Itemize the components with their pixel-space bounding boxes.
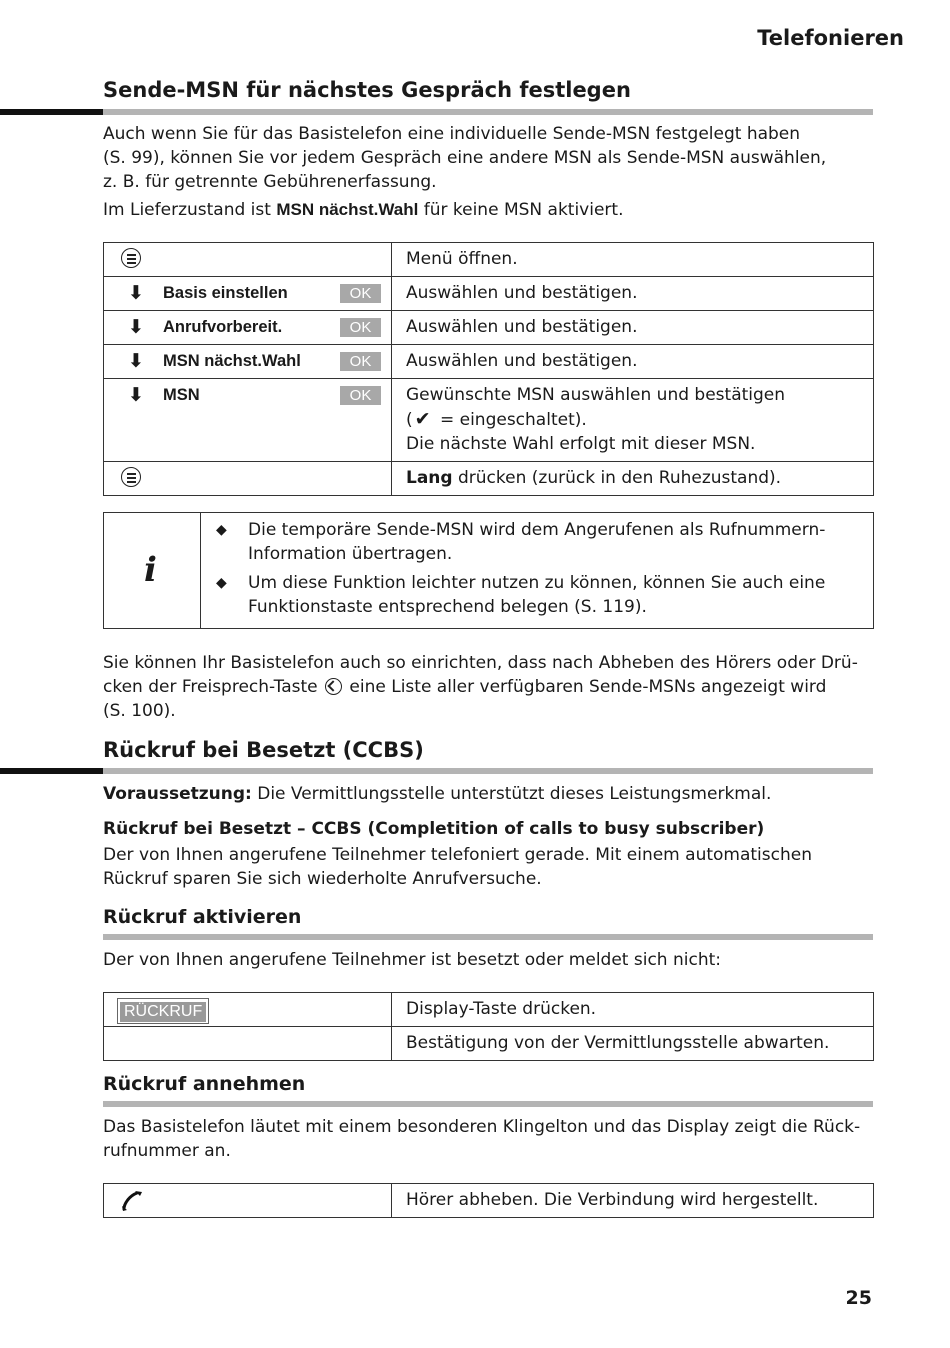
ok-key[interactable]: OK — [340, 318, 381, 337]
menu-back-icon — [121, 467, 141, 487]
steps-table-msn — [103, 242, 874, 496]
arrow-down-icon: ⬇ — [128, 316, 144, 338]
subsection-rule — [103, 934, 873, 940]
info-bullet-text: Um diese Funktion leichter nutzen zu können, können Sie auch eine Funktionstaste entsprechend belegen (S. 119). — [248, 573, 826, 617]
step-row — [104, 243, 874, 277]
step-description: Gewünschte MSN auswählen und bestätigen ( ✔ = eingeschaltet). Die nächste Wahl erfolgt mit dieser MSN. — [392, 379, 874, 462]
arrow-down-icon: ⬇ — [128, 350, 144, 372]
ok-key[interactable]: OK — [340, 284, 381, 303]
speakerphone-key-icon — [325, 678, 342, 695]
page-number: 25 — [845, 1287, 872, 1309]
arrow-down-icon: ⬇ — [128, 384, 144, 406]
menu-item-label: Basis einstellen — [163, 284, 288, 302]
step-row — [104, 462, 874, 496]
step-description: Auswählen und bestätigen. — [392, 345, 874, 379]
info-box — [103, 512, 874, 629]
step-row — [104, 379, 874, 462]
step-description: Auswählen und bestätigen. — [392, 277, 874, 311]
chapter-title: Telefonieren — [757, 26, 904, 50]
step-row — [104, 993, 874, 1027]
step-description: Bestätigung von der Vermittlungsstelle abwarten. — [392, 1027, 874, 1061]
step-row — [104, 1184, 874, 1218]
ok-key[interactable]: OK — [340, 386, 381, 405]
intro-line: z. B. für getrennte Gebührenerfassung. — [103, 172, 437, 192]
subsection-rule — [103, 1101, 873, 1107]
subsection-title-accept: Rückruf annehmen — [103, 1073, 306, 1095]
activate-intro: Der von Ihnen angerufene Teilnehmer ist besetzt oder meldet sich nicht: — [103, 950, 721, 970]
menu-item-label: MSN nächst.Wahl — [163, 352, 301, 370]
steps-table-accept — [103, 1183, 874, 1218]
step-description: Hörer abheben. Die Verbindung wird hergestellt. — [392, 1184, 874, 1218]
arrow-down-icon: ⬇ — [128, 282, 144, 304]
section-title-sende-msn: Sende-MSN für nächstes Gespräch festlegen — [103, 78, 631, 102]
prerequisite-paragraph: Voraussetzung: Die Vermittlungsstelle unterstützt dieses Leistungsmerkmal. — [103, 784, 772, 804]
checkmark-icon: ✔ — [414, 408, 431, 430]
menu-item-label: Anrufvorbereit. — [163, 318, 283, 336]
step-description: Menü öffnen. — [392, 243, 874, 277]
step-row — [104, 1027, 874, 1061]
handset-icon — [121, 1190, 147, 1212]
section-rule-accent — [0, 768, 103, 774]
bullet-icon: ◆ — [216, 575, 227, 591]
ccbs-description: Der von Ihnen angerufene Teilnehmer telefoniert gerade. Mit einem automatischen Rückruf sparen Sie sich wiederholte Anrufversuche. — [103, 845, 812, 889]
intro-line: (S. 99), können Sie vor jedem Gespräch eine andere MSN als Sende-MSN auswählen, — [103, 148, 827, 168]
subsection-title-activate: Rückruf aktivieren — [103, 906, 302, 928]
step-row — [104, 277, 874, 311]
section-rule-accent — [0, 109, 103, 115]
outro-paragraph: Sie können Ihr Basistelefon auch so einrichten, dass nach Abheben des Hörers oder Drü- cken der Freisprech-Taste eine Liste aller verfügbaren Sende-MSNs angezeigt wird (S. 100). — [103, 653, 858, 721]
section-rule — [103, 768, 873, 774]
menu-term: MSN nächst.Wahl — [276, 200, 419, 219]
step-row — [104, 345, 874, 379]
rueckruf-display-key[interactable]: RÜCKRUF — [117, 998, 209, 1024]
bullet-icon: ◆ — [216, 522, 227, 538]
step-description: Lang drücken (zurück in den Ruhezustand). — [392, 462, 874, 496]
step-description: Auswählen und bestätigen. — [392, 311, 874, 345]
section-title-ccbs: Rückruf bei Besetzt (CCBS) — [103, 738, 424, 762]
info-bullet-text: Die temporäre Sende-MSN wird dem Angerufenen als Rufnummern- Information übertragen. — [248, 520, 826, 564]
intro-line: Auch wenn Sie für das Basistelefon eine individuelle Sende-MSN festgelegt haben — [103, 124, 801, 144]
step-row — [104, 311, 874, 345]
ccbs-subtitle: Rückruf bei Besetzt – CCBS (Completition of calls to busy subscriber) — [103, 819, 765, 839]
step-description: Display-Taste drücken. — [392, 993, 874, 1027]
default-state-paragraph: Im Lieferzustand ist MSN nächst.Wahl für keine MSN aktiviert. — [103, 200, 624, 220]
info-icon: i — [144, 550, 157, 590]
accept-intro: Das Basistelefon läutet mit einem besonderen Klingelton und das Display zeigt die Rück- rufnummer an. — [103, 1117, 861, 1161]
menu-item-label: MSN — [163, 386, 200, 404]
intro-paragraph — [103, 122, 878, 194]
menu-open-icon — [121, 248, 141, 268]
ok-key[interactable]: OK — [340, 352, 381, 371]
steps-table-activate — [103, 992, 874, 1061]
section-rule — [103, 109, 873, 115]
